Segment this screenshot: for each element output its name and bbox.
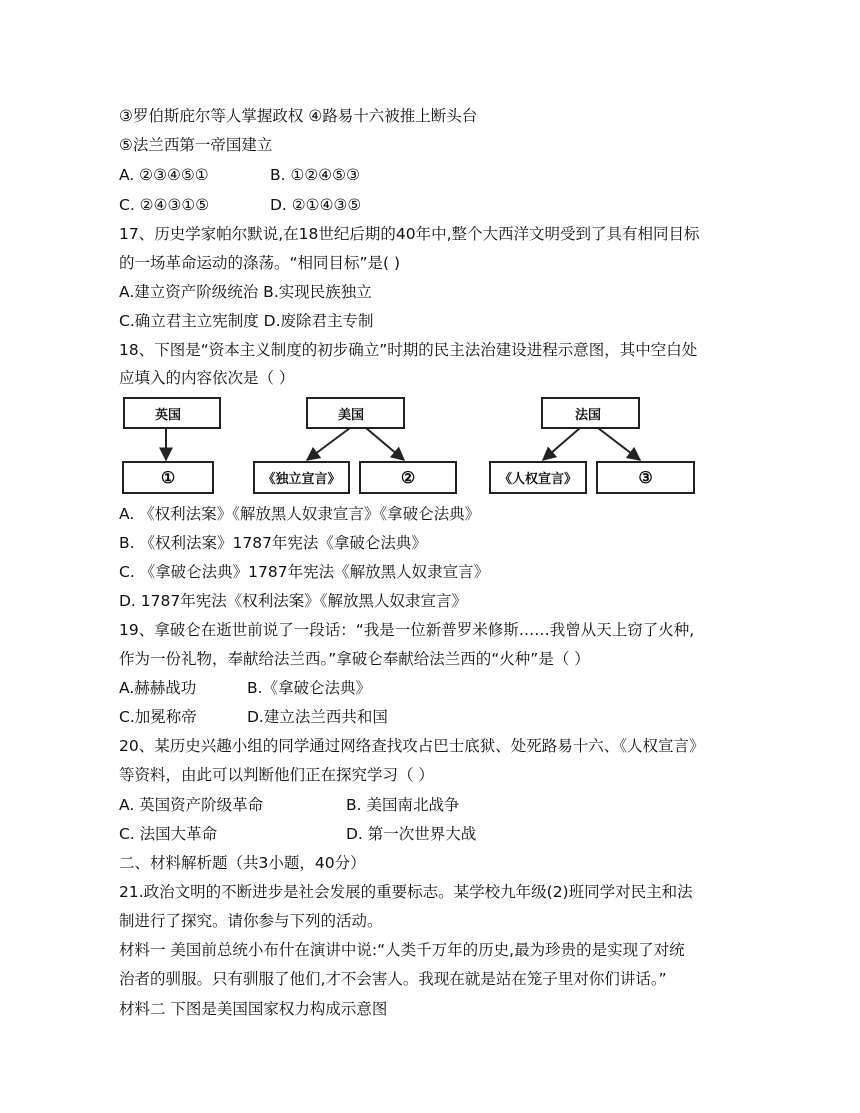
q20-option-b: B. 美国南北战争 bbox=[346, 796, 460, 814]
q18-stem-line1: 18、下图是“资本主义制度的初步确立”时期的民主法治建设进程示意图，其中空白处 bbox=[119, 341, 698, 359]
arrow-france-left bbox=[543, 428, 580, 460]
arrow-usa-right bbox=[366, 428, 404, 460]
q18-option-c: C. 《拿破仑法典》1787年宪法《解放黑人奴隶宣言》 bbox=[119, 563, 490, 581]
l1: ③罗伯斯庇尔等人掌握政权 ④路易十六被推上断头台 bbox=[119, 107, 478, 125]
q19-option-c: C.加冕称帝 bbox=[119, 708, 197, 726]
box-usa: 美国 bbox=[306, 397, 405, 429]
arrow-usa-left bbox=[307, 428, 350, 460]
q19-option-b: B.《拿破仑法典》 bbox=[247, 679, 372, 697]
box-blank-1: ① bbox=[122, 461, 214, 494]
q16-option-a: A. ②③④⑤① bbox=[119, 166, 209, 184]
box-france: 法国 bbox=[541, 397, 640, 429]
q20-stem-line2: 等资料，由此可以判断他们正在探究学习（ ） bbox=[119, 766, 434, 784]
q20-stem-line1: 20、某历史兴趣小组的同学通过网络查找攻占巴士底狱、处死路易十六、《人权宣言》 bbox=[119, 737, 705, 755]
q20-option-d: D. 第一次世界大战 bbox=[346, 825, 477, 843]
box-blank-3: ③ bbox=[596, 461, 695, 494]
q19-option-a: A.赫赫战功 bbox=[119, 679, 197, 697]
q17-options-ab: A.建立资产阶级统治 B.实现民族独立 bbox=[119, 283, 372, 301]
q19-stem-line1: 19、拿破仑在逝世前说了一段话：“我是一位新普罗米修斯……我曾从天上窃了火种, bbox=[119, 621, 695, 639]
q18-stem-line2: 应填入的内容依次是（ ） bbox=[119, 369, 295, 387]
box-independence: 《独立宣言》 bbox=[253, 461, 350, 494]
material-one-line1: 材料一 美国前总统小布什在演讲中说:“人类千万年的历史,最为珍贵的是实现了对统 bbox=[119, 941, 685, 959]
q18-option-d: D. 1787年宪法《权利法案》《解放黑人奴隶宣言》 bbox=[119, 592, 467, 610]
q16-option-c: C. ②④③①⑤ bbox=[119, 196, 210, 214]
q19-option-d: D.建立法兰西共和国 bbox=[247, 708, 388, 726]
q20-option-c: C. 法国大革命 bbox=[119, 825, 218, 843]
q17-stem-line1: 17、历史学家帕尔默说,在18世纪后期的40年中,整个大西洋文明受到了具有相同目标 bbox=[119, 225, 700, 243]
box-rights: 《人权宣言》 bbox=[489, 461, 587, 494]
q16-option-b: B. ①②④⑤③ bbox=[270, 166, 360, 184]
q17-stem-line2: 的一场革命运动的涤荡。“相同目标”是( ) bbox=[119, 254, 401, 272]
q18-option-a: A. 《权利法案》《解放黑人奴隶宣言》《拿破仑法典》 bbox=[119, 505, 481, 523]
q21-stem-line1: 21.政治文明的不断进步是社会发展的重要标志。某学校九年级(2)班同学对民主和法 bbox=[119, 883, 693, 901]
q19-stem-line2: 作为一份礼物，奉献给法兰西。”拿破仑奉献给法兰西的“火种”是（ ） bbox=[119, 650, 590, 668]
material-two: 材料二 下图是美国国家权力构成示意图 bbox=[119, 1000, 388, 1018]
section-two-heading: 二、材料解析题（共3小题，40分） bbox=[119, 854, 366, 872]
l2: ⑤法兰西第一帝国建立 bbox=[119, 136, 273, 154]
box-england: 英国 bbox=[123, 397, 221, 429]
q18-option-b: B. 《权利法案》1787年宪法《拿破仑法典》 bbox=[119, 534, 427, 552]
q17-options-cd: C.确立君主立宪制度 D.废除君主专制 bbox=[119, 312, 374, 330]
material-one-line2: 治者的驯服。只有驯服了他们,才不会害人。我现在就是站在笼子里对你们讲话。” bbox=[119, 970, 667, 988]
arrow-france-right bbox=[598, 428, 640, 460]
q21-stem-line2: 制进行了探究。请你参与下列的活动。 bbox=[119, 912, 383, 930]
box-blank-2: ② bbox=[359, 461, 457, 494]
q20-option-a: A. 英国资产阶级革命 bbox=[119, 796, 264, 814]
q16-option-d: D. ②①④③⑤ bbox=[270, 196, 362, 214]
